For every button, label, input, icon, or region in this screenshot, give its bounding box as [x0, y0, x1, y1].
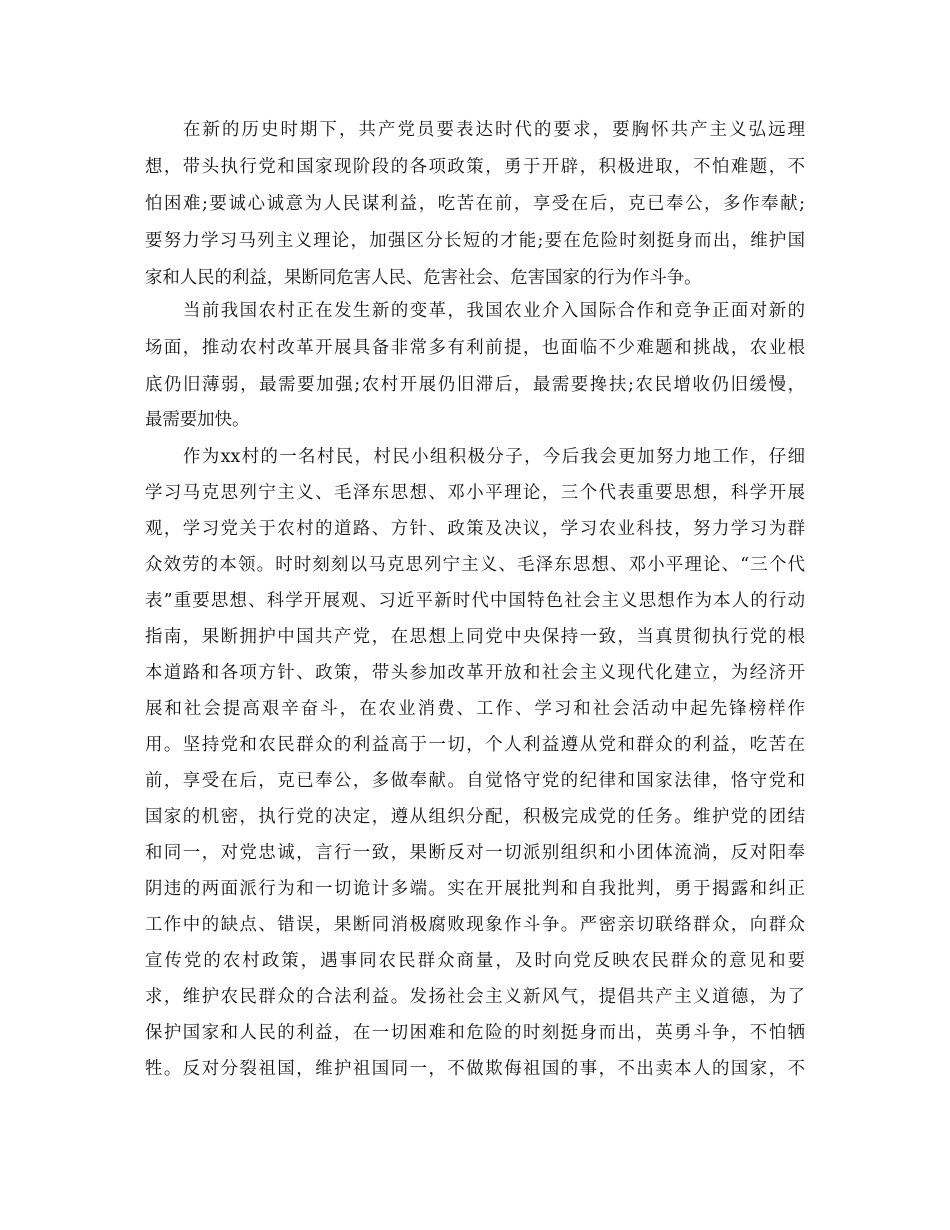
- text-line: 工作中的缺点、错误，果断同消极腐败现象作斗争。严密亲切联络群众，向群众: [145, 915, 805, 935]
- text-line: 求，维护农民群众的合法利益。发扬社会主义新风气，提倡共产主义道德，为了: [145, 987, 805, 1007]
- text-line: 场面，推动农村改革开展具备非常多有利前提，也面临不少难题和挑战，农业根: [145, 338, 805, 358]
- text-line: 在新的历史时期下，共产党员要表达时代的要求，要胸怀共产主义弘远理: [183, 120, 805, 140]
- text-line: 牲。反对分裂祖国，维护祖国同一，不做欺侮祖国的事，不出卖本人的国家，不: [145, 1059, 805, 1079]
- text-line: 底仍旧薄弱，最需要加强;农村开展仍旧滞后，最需要搀扶;农民增收仍旧缓慢，: [145, 375, 805, 395]
- text-line: 作为xx村的一名村民，村民小组积极分子，今后我会更加努力地工作，仔细: [183, 447, 805, 467]
- text-line: 宣传党的农村政策，遇事同农民群众商量，及时向党反映农民群众的意见和要: [145, 951, 805, 971]
- text-line: 表”重要思想、科学开展观、习近平新时代中国特色社会主义思想作为本人的行动: [145, 591, 805, 611]
- text-line: 当前我国农村正在发生新的变革，我国农业介入国际合作和竞争正面对新的: [183, 301, 805, 321]
- text-line: 用。坚持党和农民群众的利益高于一切，个人利益遵从党和群众的利益，吃苦在: [145, 735, 805, 755]
- text-line: 和同一，对党忠诚，言行一致，果断反对一切派别组织和小团体流淌，反对阳奉: [145, 843, 805, 863]
- text-line: 学习马克思列宁主义、毛泽东思想、邓小平理论，三个代表重要思想，科学开展: [145, 483, 805, 503]
- text-line: 众效劳的本领。时时刻刻以马克思列宁主义、毛泽东思想、邓小平理论、“三个代: [145, 555, 805, 575]
- text-line: 指南，果断拥护中国共产党，在思想上同党中央保持一致，当真贯彻执行党的根: [145, 627, 805, 647]
- text-line: 怕困难;要诚心诚意为人民谋利益，吃苦在前，享受在后，克已奉公，多作奉献;: [145, 194, 805, 214]
- text-line: 想，带头执行党和国家现阶段的各项政策，勇于开辟，积极进取，不怕难题，不: [145, 157, 805, 177]
- text-line: 国家的机密，执行党的决定，遵从组织分配，积极完成党的任务。维护党的团结: [145, 807, 805, 827]
- text-line: 前，享受在后，克已奉公，多做奉献。自觉恪守党的纪律和国家法律，恪守党和: [145, 771, 805, 791]
- text-line: 家和人民的利益，果断同危害人民、危害社会、危害国家的行为作斗争。: [145, 268, 702, 288]
- text-line: 最需要加快。: [145, 410, 250, 430]
- text-line: 展和社会提高艰辛奋斗，在农业消费、工作、学习和社会活动中起先锋榜样作: [145, 699, 805, 719]
- text-line: 阴违的两面派行为和一切诡计多端。实在开展批判和自我批判，勇于揭露和纠正: [145, 879, 805, 899]
- text-line: 保护国家和人民的利益，在一切困难和危险的时刻挺身而出，英勇斗争，不怕牺: [145, 1023, 805, 1043]
- text-line: 观，学习党关于农村的道路、方针、政策及决议，学习农业科技，努力学习为群: [145, 519, 805, 539]
- text-line: 本道路和各项方针、政策，带头参加改革开放和社会主义现代化建立，为经济开: [145, 663, 805, 683]
- text-line: 要努力学习马列主义理论，加强区分长短的才能;要在危险时刻挺身而出，维护国: [145, 231, 805, 251]
